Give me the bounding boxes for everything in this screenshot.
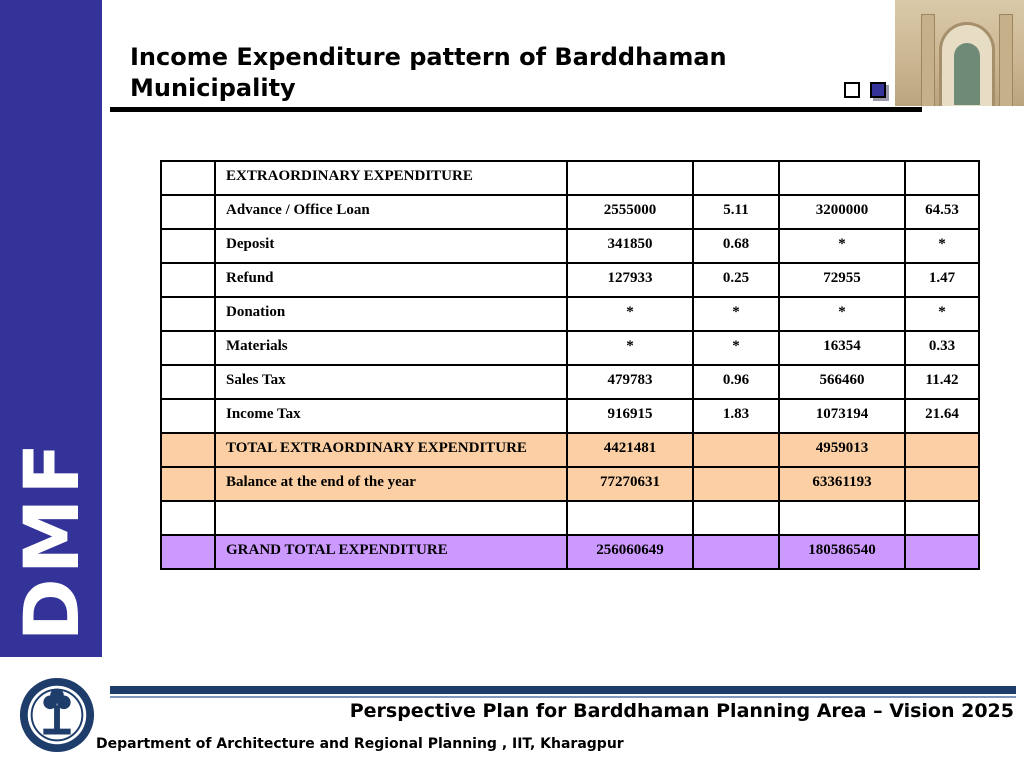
value-cell: * [567,331,693,365]
value-cell [779,161,905,195]
row-label-cell: Materials [215,331,567,365]
iit-kharagpur-logo-icon [18,676,96,754]
footer-title: Perspective Plan for Barddhaman Planning Area – Vision 2025 [349,700,1014,722]
row-label-cell: Deposit [215,229,567,263]
value-cell: 1073194 [779,399,905,433]
value-cell [693,161,779,195]
row-label-cell: Income Tax [215,399,567,433]
value-cell: 72955 [779,263,905,297]
value-cell [693,433,779,467]
photo-pillar-left [921,14,935,106]
row-index-cell [161,161,215,195]
value-cell: 2555000 [567,195,693,229]
row-index-cell [161,433,215,467]
nav-square-1 [844,82,860,98]
value-cell: 21.64 [905,399,979,433]
value-cell: * [693,331,779,365]
value-cell: * [905,229,979,263]
value-cell [905,161,979,195]
row-index-cell [161,195,215,229]
value-cell: * [567,297,693,331]
table-row [161,229,979,263]
row-label-cell: Balance at the end of the year [215,467,567,501]
value-cell: 16354 [779,331,905,365]
table-row [161,467,979,501]
value-cell: 0.68 [693,229,779,263]
footer-department: Department of Architecture and Regional Planning , IIT, Kharagpur [96,736,624,752]
value-cell: 64.53 [905,195,979,229]
value-cell: * [779,229,905,263]
row-index-cell [161,535,215,569]
row-label-cell: Refund [215,263,567,297]
value-cell: * [779,297,905,331]
table-row [161,195,979,229]
row-label-cell: Donation [215,297,567,331]
sidebar-dmf-text: DMF [7,438,96,642]
value-cell: 0.33 [905,331,979,365]
value-cell: 5.11 [693,195,779,229]
row-index-cell [161,331,215,365]
value-cell: 566460 [779,365,905,399]
value-cell: 3200000 [779,195,905,229]
value-cell: 4421481 [567,433,693,467]
row-index-cell [161,501,215,535]
value-cell: * [905,297,979,331]
value-cell [693,535,779,569]
value-cell: 4959013 [779,433,905,467]
photo-pillar-right [999,14,1013,106]
value-cell [567,161,693,195]
value-cell [905,535,979,569]
value-cell [905,467,979,501]
photo-arch [939,22,995,106]
value-cell [905,433,979,467]
value-cell: * [693,297,779,331]
page-title: Income Expenditure pattern of Barddhaman Municipality [130,43,727,102]
value-cell [779,501,905,535]
row-index-cell [161,467,215,501]
value-cell: 916915 [567,399,693,433]
value-cell: 1.47 [905,263,979,297]
value-cell: 1.83 [693,399,779,433]
footer-rule-thin [110,696,1016,698]
footer-rule [110,686,1016,694]
row-index-cell [161,399,215,433]
row-label-cell: GRAND TOTAL EXPENDITURE [215,535,567,569]
sidebar-band [0,0,102,657]
title-underline [110,107,922,112]
table-row [161,433,979,467]
value-cell: 127933 [567,263,693,297]
row-label-cell [215,501,567,535]
value-cell: 11.42 [905,365,979,399]
table-row [161,535,979,569]
value-cell [693,501,779,535]
building-arch-photo [895,0,1024,106]
table-row [161,365,979,399]
nav-square-2-active [870,82,886,98]
row-index-cell [161,229,215,263]
table-row [161,501,979,535]
value-cell [567,501,693,535]
value-cell: 77270631 [567,467,693,501]
row-label-cell: TOTAL EXTRAORDINARY EXPENDITURE [215,433,567,467]
table-row [161,263,979,297]
value-cell [905,501,979,535]
table-row [161,161,979,195]
row-label-cell: Sales Tax [215,365,567,399]
row-index-cell [161,263,215,297]
row-label-cell: Advance / Office Loan [215,195,567,229]
table-row [161,399,979,433]
value-cell: 256060649 [567,535,693,569]
value-cell: 0.96 [693,365,779,399]
value-cell: 479783 [567,365,693,399]
row-index-cell [161,365,215,399]
value-cell [693,467,779,501]
expenditure-table [160,160,980,570]
value-cell: 341850 [567,229,693,263]
table-row [161,331,979,365]
value-cell: 0.25 [693,263,779,297]
value-cell: 180586540 [779,535,905,569]
row-index-cell [161,297,215,331]
row-label-cell: EXTRAORDINARY EXPENDITURE [215,161,567,195]
value-cell: 63361193 [779,467,905,501]
table-row [161,297,979,331]
